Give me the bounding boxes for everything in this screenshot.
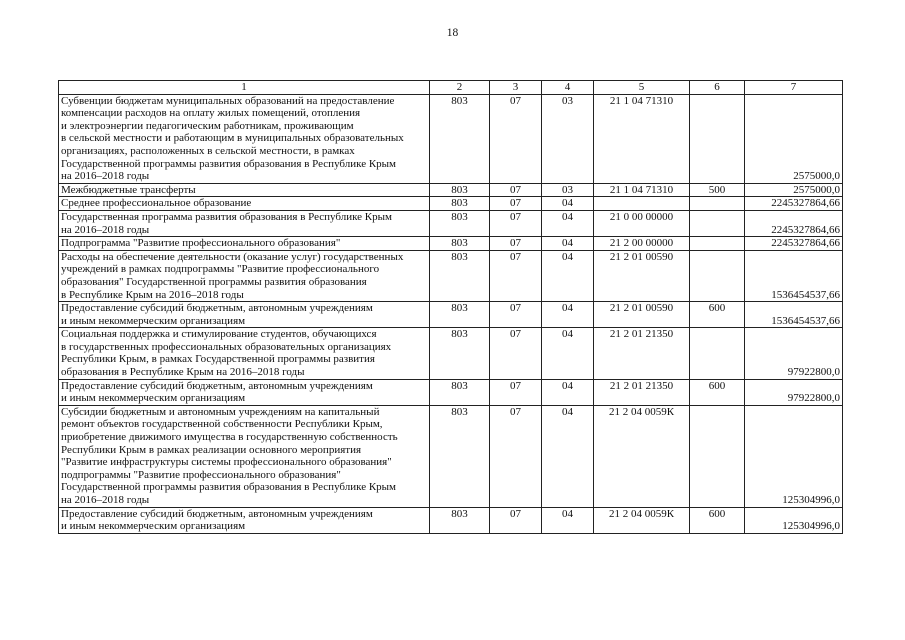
amount-cell: 1536454537,66 xyxy=(745,302,843,328)
expense-type-cell xyxy=(690,94,745,183)
description-cell: Расходы на обеспечение деятельности (оказание услуг) государственных учреждений в рамках подпрограммы "Развитие профессионального образования" Государственной программы развития образования в Республике Крым на 2016–2018 годы xyxy=(59,250,430,301)
table-body xyxy=(59,81,843,534)
amount-cell: 2245327864,66 xyxy=(745,210,843,236)
subsection-cell: 04 xyxy=(542,210,594,236)
description-cell: Предоставление субсидий бюджетным, автономным учреждениям и иным некоммерческим организациям xyxy=(59,507,430,533)
table-row xyxy=(59,379,843,405)
target-article-cell: 21 2 04 0059К xyxy=(594,405,690,507)
table-row xyxy=(59,250,843,301)
expense-type-cell xyxy=(690,328,745,379)
expense-type-cell xyxy=(690,405,745,507)
header-cell: 5 xyxy=(594,81,690,95)
header-cell: 2 xyxy=(430,81,490,95)
section-cell: 07 xyxy=(490,94,542,183)
code-cell: 803 xyxy=(430,250,490,301)
section-cell: 07 xyxy=(490,250,542,301)
description-cell: Подпрограмма "Развитие профессионального образования" xyxy=(59,237,430,251)
subsection-cell: 04 xyxy=(542,237,594,251)
amount-cell: 2245327864,66 xyxy=(745,237,843,251)
header-cell: 7 xyxy=(745,81,843,95)
description-cell: Межбюджетные трансферты xyxy=(59,183,430,197)
target-article-cell: 21 2 00 00000 xyxy=(594,237,690,251)
code-cell: 803 xyxy=(430,197,490,211)
expense-type-cell: 600 xyxy=(690,379,745,405)
subsection-cell: 04 xyxy=(542,379,594,405)
amount-cell: 2575000,0 xyxy=(745,94,843,183)
section-cell: 07 xyxy=(490,183,542,197)
table-row xyxy=(59,183,843,197)
table-row xyxy=(59,405,843,507)
description-cell: Предоставление субсидий бюджетным, автономным учреждениям и иным некоммерческим организациям xyxy=(59,302,430,328)
code-cell: 803 xyxy=(430,507,490,533)
description-cell: Среднее профессиональное образование xyxy=(59,197,430,211)
subsection-cell: 04 xyxy=(542,250,594,301)
amount-cell: 97922800,0 xyxy=(745,328,843,379)
amount-cell: 2575000,0 xyxy=(745,183,843,197)
header-cell: 4 xyxy=(542,81,594,95)
target-article-cell: 21 2 01 21350 xyxy=(594,379,690,405)
section-cell: 07 xyxy=(490,405,542,507)
subsection-cell: 04 xyxy=(542,405,594,507)
target-article-cell: 21 0 00 00000 xyxy=(594,210,690,236)
subsection-cell: 03 xyxy=(542,183,594,197)
section-cell: 07 xyxy=(490,197,542,211)
target-article-cell: 21 2 01 00590 xyxy=(594,250,690,301)
header-cell: 1 xyxy=(59,81,430,95)
table-row xyxy=(59,94,843,183)
description-cell: Государственная программа развития образования в Республике Крым на 2016–2018 годы xyxy=(59,210,430,236)
section-cell: 07 xyxy=(490,237,542,251)
section-cell: 07 xyxy=(490,210,542,236)
header-cell: 6 xyxy=(690,81,745,95)
budget-table xyxy=(58,80,843,534)
header-cell: 3 xyxy=(490,81,542,95)
amount-cell: 1536454537,66 xyxy=(745,250,843,301)
target-article-cell: 21 2 04 0059К xyxy=(594,507,690,533)
description-cell: Субсидии бюджетным и автономным учреждениям на капитальный ремонт объектов государственной собственности Республики Крым, приобретение движимого имущества в государственную собственность Республики Крым в рамках реализации основного мероприятия "Развитие инфраструктуры системы профессионального образования" подпрограммы "Развитие профессионального образования" Государственной программы развития образования в Республике Крым на 2016–2018 годы xyxy=(59,405,430,507)
target-article-cell: 21 1 04 71310 xyxy=(594,183,690,197)
table-row xyxy=(59,210,843,236)
expense-type-cell: 500 xyxy=(690,183,745,197)
expense-type-cell: 600 xyxy=(690,302,745,328)
code-cell: 803 xyxy=(430,405,490,507)
table-row xyxy=(59,302,843,328)
amount-cell: 125304996,0 xyxy=(745,405,843,507)
subsection-cell: 04 xyxy=(542,328,594,379)
header-row xyxy=(59,81,843,95)
table-row xyxy=(59,237,843,251)
section-cell: 07 xyxy=(490,507,542,533)
code-cell: 803 xyxy=(430,237,490,251)
code-cell: 803 xyxy=(430,302,490,328)
code-cell: 803 xyxy=(430,210,490,236)
code-cell: 803 xyxy=(430,328,490,379)
code-cell: 803 xyxy=(430,379,490,405)
table-row xyxy=(59,507,843,533)
code-cell: 803 xyxy=(430,183,490,197)
subsection-cell: 04 xyxy=(542,197,594,211)
page-number: 18 xyxy=(446,27,459,39)
code-cell: 803 xyxy=(430,94,490,183)
description-cell: Предоставление субсидий бюджетным, автономным учреждениям и иным некоммерческим организациям xyxy=(59,379,430,405)
target-article-cell: 21 2 01 00590 xyxy=(594,302,690,328)
description-cell: Социальная поддержка и стимулирование студентов, обучающихся в государственных профессиональных образовательных организациях Республики Крым, в рамках Государственной программы развития образования в Республике Крым на 2016–2018 годы xyxy=(59,328,430,379)
subsection-cell: 04 xyxy=(542,507,594,533)
expense-type-cell xyxy=(690,210,745,236)
subsection-cell: 04 xyxy=(542,302,594,328)
target-article-cell: 21 2 01 21350 xyxy=(594,328,690,379)
section-cell: 07 xyxy=(490,379,542,405)
section-cell: 07 xyxy=(490,302,542,328)
amount-cell: 97922800,0 xyxy=(745,379,843,405)
description-cell: Субвенции бюджетам муниципальных образований на предоставление компенсации расходов на оплату жилых помещений, отопления и электроэнергии педагогическим работникам, проживающим в сельской местности и работающим в муниципальных образовательных организациях, расположенных в сельской местности, в рамках Государственной программы развития образования в Республике Крым на 2016–2018 годы xyxy=(59,94,430,183)
target-article-cell: 21 1 04 71310 xyxy=(594,94,690,183)
table-row xyxy=(59,197,843,211)
expense-type-cell xyxy=(690,197,745,211)
amount-cell: 125304996,0 xyxy=(745,507,843,533)
amount-cell: 2245327864,66 xyxy=(745,197,843,211)
subsection-cell: 03 xyxy=(542,94,594,183)
expense-type-cell: 600 xyxy=(690,507,745,533)
section-cell: 07 xyxy=(490,328,542,379)
expense-type-cell xyxy=(690,237,745,251)
target-article-cell xyxy=(594,197,690,211)
expense-type-cell xyxy=(690,250,745,301)
table-row xyxy=(59,328,843,379)
